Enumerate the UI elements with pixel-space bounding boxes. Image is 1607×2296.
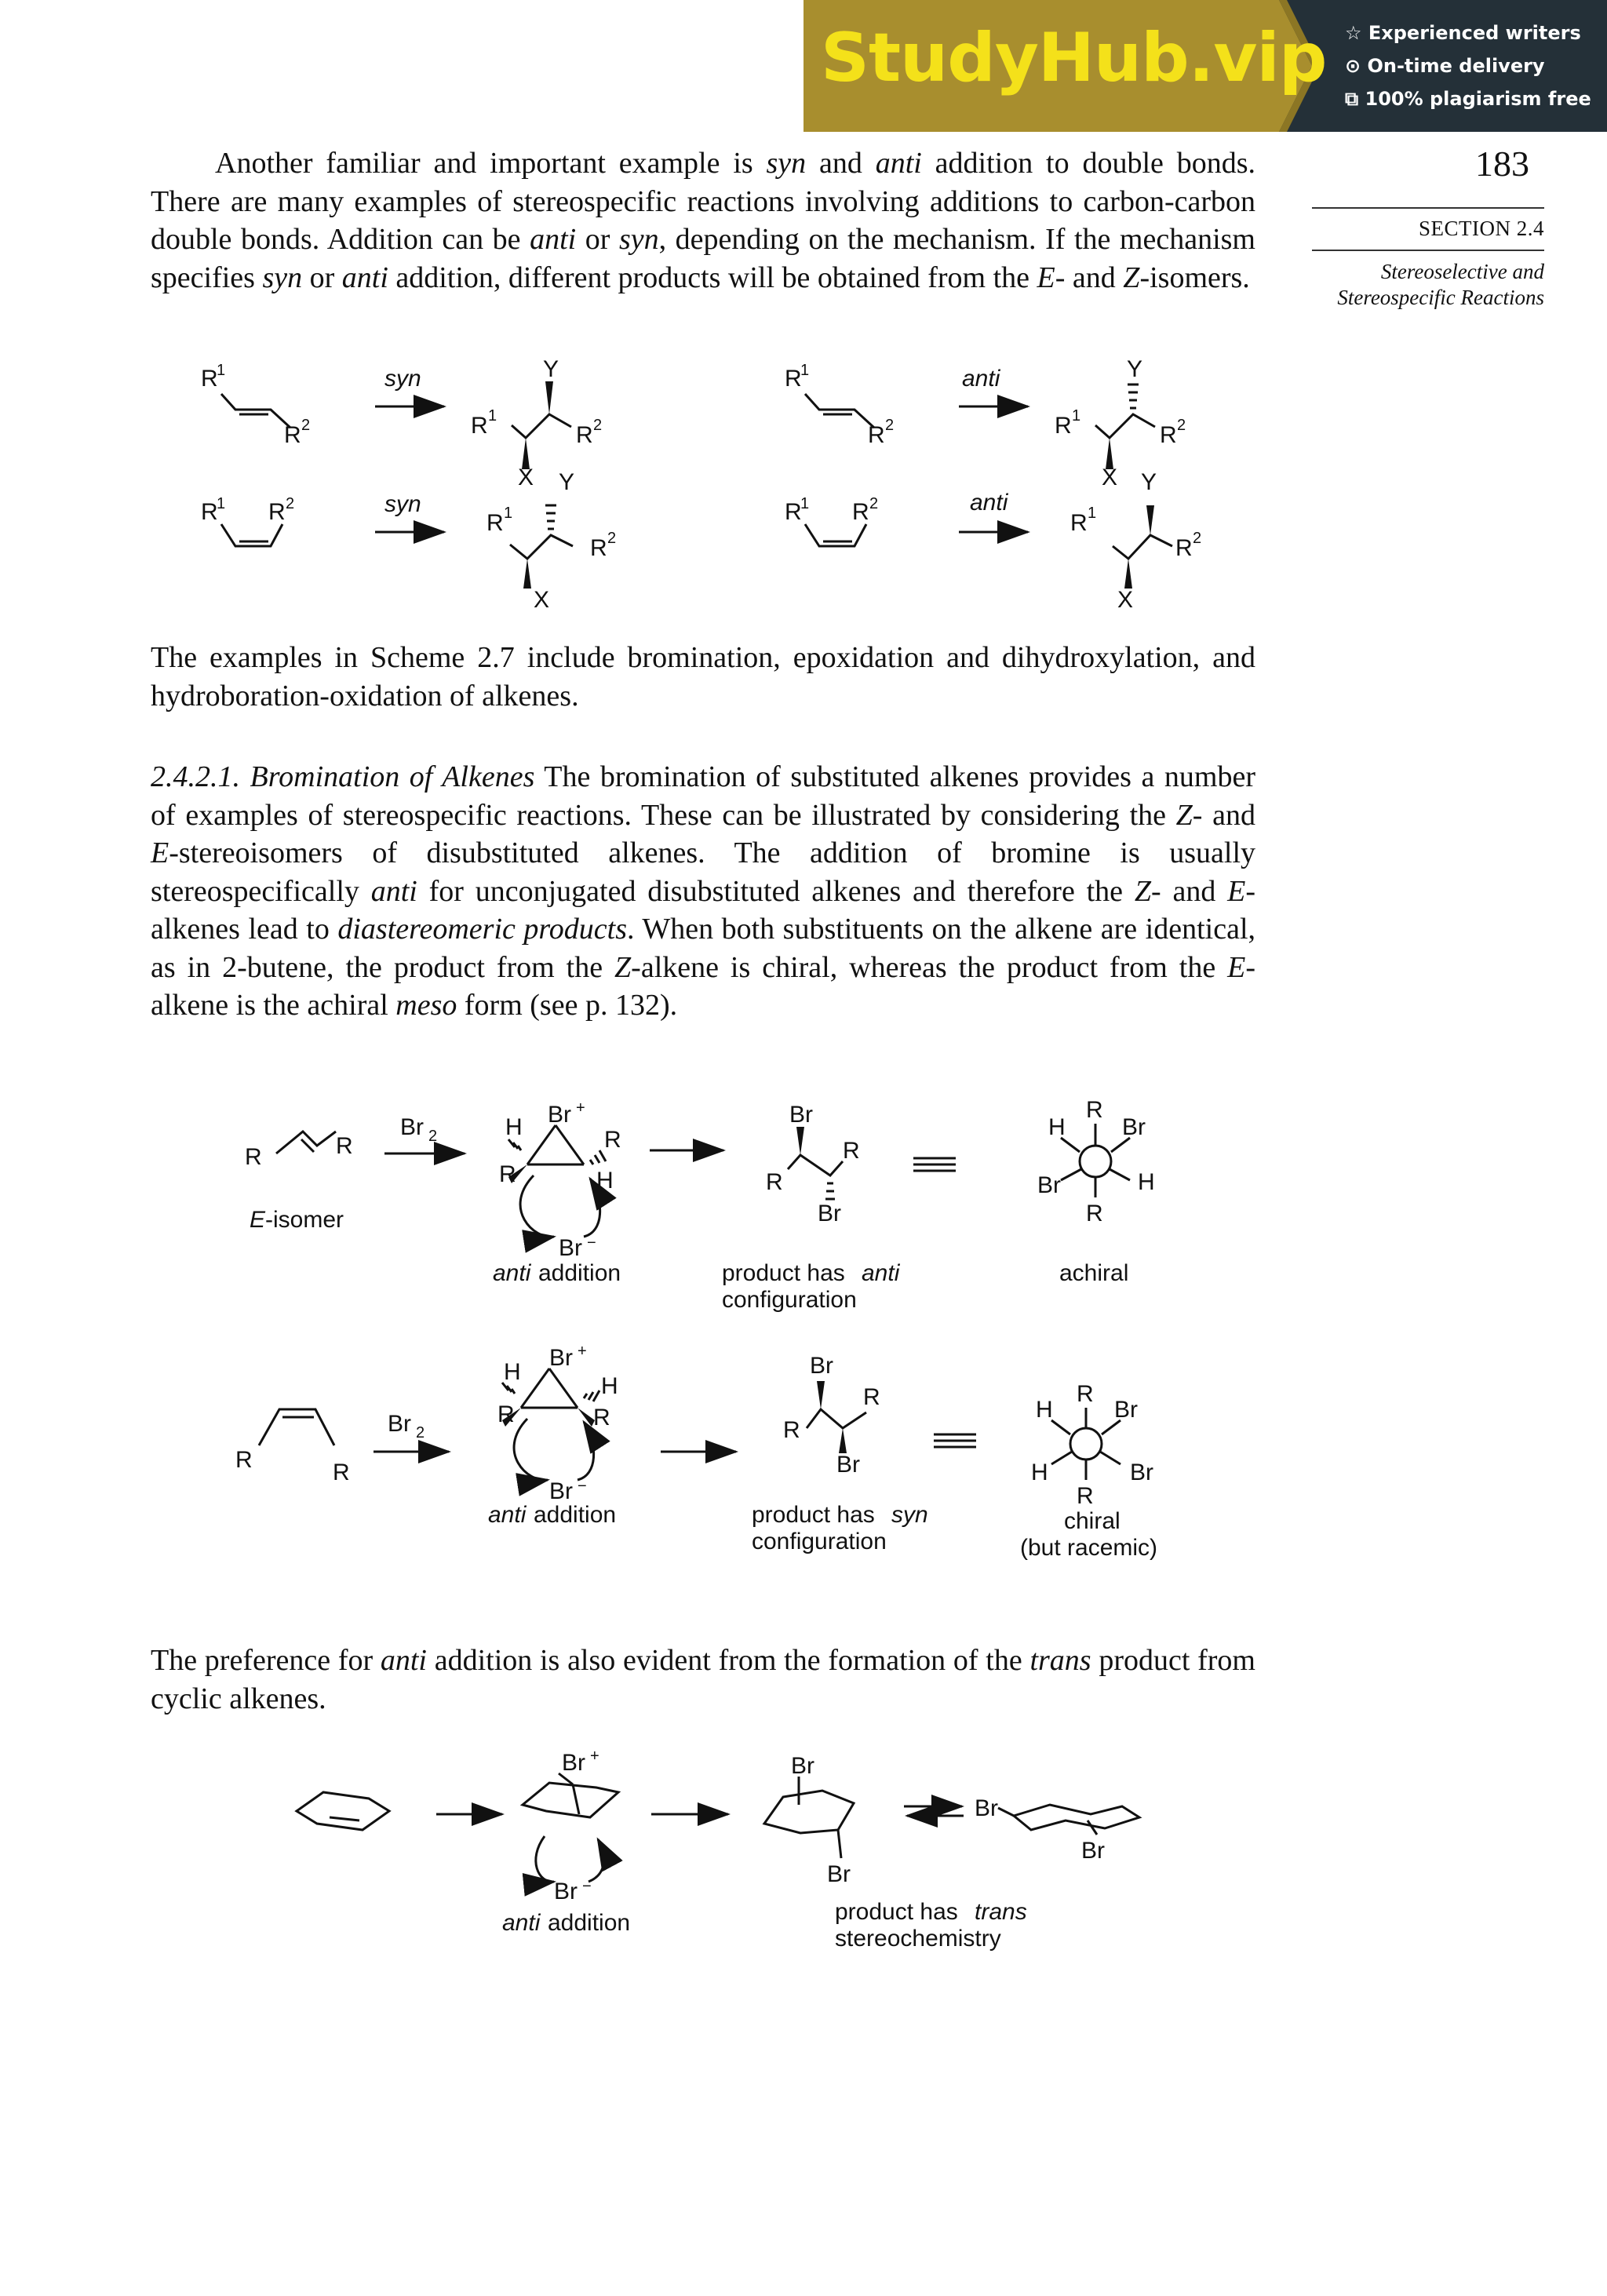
feature-writers: [1345, 22, 1581, 44]
feature-delivery: [1345, 55, 1545, 77]
svg-text:2: 2: [428, 1128, 438, 1145]
svg-text:syn: syn: [384, 491, 421, 517]
svg-text:R: R: [486, 510, 504, 536]
svg-text:H: H: [601, 1373, 618, 1399]
svg-text:Br: Br: [975, 1795, 998, 1821]
svg-text:Br: Br: [549, 1478, 573, 1504]
svg-text:2: 2: [1177, 417, 1186, 434]
svg-text:1: 1: [1088, 505, 1097, 522]
svg-text:R: R: [499, 1161, 516, 1187]
svg-text:anti: anti: [862, 1260, 900, 1286]
svg-text:R: R: [471, 413, 488, 439]
svg-text:R: R: [1077, 1483, 1094, 1509]
svg-text:Br: Br: [554, 1879, 578, 1904]
svg-text:H: H: [1138, 1169, 1155, 1195]
svg-text:E: E: [250, 1207, 266, 1233]
svg-text:addition: addition: [548, 1910, 631, 1936]
svg-text:R: R: [843, 1138, 860, 1164]
svg-text:X: X: [1117, 587, 1134, 612]
svg-text:anti: anti: [970, 490, 1008, 516]
svg-text:Br: Br: [818, 1201, 841, 1226]
svg-text:H: H: [1036, 1397, 1053, 1423]
svg-text:R: R: [268, 499, 286, 525]
svg-text:2: 2: [885, 417, 895, 434]
clock-icon: ⊙: [1345, 55, 1361, 77]
svg-text:Br: Br: [810, 1353, 833, 1379]
section-heading-bromination: 2.4.2.1. Bromination of Alkenes: [151, 760, 535, 793]
svg-text:product has: product has: [722, 1260, 845, 1286]
feature-plagiarism: [1345, 88, 1591, 110]
svg-text:R: R: [333, 1460, 350, 1485]
svg-text:Br: Br: [836, 1452, 860, 1478]
svg-text:Br: Br: [1081, 1838, 1105, 1864]
svg-text:R: R: [284, 422, 301, 448]
svg-text:(but racemic): (but racemic): [1020, 1535, 1158, 1561]
svg-text:2: 2: [607, 530, 617, 547]
sidebar-subtitle: [1303, 259, 1544, 311]
svg-text:R: R: [201, 499, 218, 525]
svg-text:Br: Br: [559, 1235, 582, 1261]
svg-text:configuration: configuration: [722, 1287, 857, 1313]
svg-text:R: R: [868, 422, 885, 448]
svg-text:Br: Br: [827, 1861, 851, 1887]
svg-text:Br: Br: [791, 1753, 814, 1779]
svg-text:addition: addition: [534, 1502, 617, 1528]
svg-text:R: R: [863, 1384, 880, 1410]
svg-text:H: H: [1048, 1114, 1066, 1140]
svg-text:R: R: [590, 535, 607, 561]
svg-text:anti: anti: [962, 366, 1000, 392]
svg-text:R: R: [336, 1133, 353, 1159]
svg-text:2: 2: [416, 1424, 425, 1441]
svg-text:Br: Br: [1037, 1172, 1061, 1198]
sidebar-rule-top: [1312, 207, 1544, 209]
scheme-cyclohexene-bromination: [0, 1742, 1607, 1977]
svg-text:trans: trans: [975, 1899, 1027, 1925]
svg-text:X: X: [518, 465, 534, 490]
page-number: 183: [1475, 144, 1529, 184]
svg-text:R: R: [852, 499, 869, 525]
svg-text:1: 1: [488, 407, 497, 425]
svg-text:2: 2: [286, 495, 295, 512]
svg-text:R: R: [1160, 422, 1177, 448]
svg-text:anti: anti: [502, 1910, 541, 1936]
svg-text:product has: product has: [752, 1502, 875, 1528]
svg-text:anti: anti: [493, 1260, 531, 1286]
svg-text:R: R: [1086, 1201, 1103, 1226]
feature-delivery-label: On-time delivery: [1367, 55, 1545, 77]
svg-text:R: R: [576, 422, 593, 448]
svg-text:R: R: [1077, 1381, 1094, 1407]
feature-plagiarism-label: 100% plagiarism free: [1365, 88, 1591, 110]
svg-text:R: R: [785, 499, 802, 525]
svg-text:+: +: [590, 1748, 599, 1765]
svg-text:R: R: [593, 1405, 610, 1430]
svg-text:Br: Br: [562, 1750, 585, 1776]
star-icon: ☆: [1345, 22, 1362, 44]
paragraph-syn-anti: Another familiar and important example is syn and anti addition to double bonds. There are many examples of stereospecific reactions involving additions to carbon-carbon double bonds. Addition can be anti or syn, depending on the mechanism. If the mechanism specifies syn or anti addition, different products will be obtained from the E- and Z-isomers.: [151, 147, 1255, 294]
svg-text:anti: anti: [488, 1502, 527, 1528]
svg-text:Y: Y: [1141, 469, 1157, 495]
svg-text:configuration: configuration: [752, 1529, 887, 1554]
svg-text:Br: Br: [1114, 1397, 1138, 1423]
svg-text:H: H: [504, 1359, 521, 1385]
sidebar-subtitle-line2: Stereospecific Reactions: [1337, 286, 1544, 309]
svg-text:product has: product has: [835, 1899, 958, 1925]
svg-text:Y: Y: [1127, 356, 1143, 382]
svg-text:Br: Br: [548, 1102, 571, 1128]
svg-text:R: R: [1175, 535, 1193, 561]
svg-text:H: H: [505, 1114, 523, 1140]
paragraph-bromination: 2.4.2.1. Bromination of Alkenes The bromination of substituted alkenes provides a number of examples of stereospecific reactions. These can be illustrated by considering the Z- and E-stereoisomers of disubstituted alkenes. The addition of bromine is usually stereospecifically anti for unconjugated disubstituted alkenes and therefore the Z- and E-alkenes lead to diastereomeric products. When both substituents on the alkene are identical, as in 2-butene, the product from the Z-alkene is chiral, whereas the product from the E-alkene is the achiral meso form (see p. 132).: [151, 760, 1256, 1022]
svg-text:addition: addition: [538, 1260, 621, 1286]
svg-text:Br: Br: [400, 1114, 424, 1140]
svg-text:1: 1: [217, 362, 226, 379]
svg-text:H: H: [596, 1168, 614, 1194]
svg-text:1: 1: [217, 495, 226, 512]
svg-text:−: −: [582, 1878, 592, 1895]
svg-text:+: +: [576, 1099, 585, 1117]
svg-text:1: 1: [800, 362, 810, 379]
svg-text:Br: Br: [388, 1411, 411, 1437]
svg-text:X: X: [534, 587, 550, 612]
e-alkene-r-left: R: [245, 1144, 262, 1170]
scheme-syn-anti-addition: [0, 345, 1607, 612]
paragraph-cyclic-alkenes: The preference for anti addition is also evident from the formation of the trans product from cyclic alkenes.: [151, 1644, 1255, 1715]
svg-text:R: R: [785, 366, 802, 392]
svg-text:R: R: [766, 1169, 783, 1195]
sidebar-section: SECTION 2.4: [1419, 217, 1544, 240]
svg-text:Br: Br: [549, 1345, 573, 1371]
svg-text:Y: Y: [543, 356, 559, 382]
svg-text:syn: syn: [384, 366, 421, 392]
svg-text:2: 2: [593, 417, 603, 434]
svg-text:syn: syn: [891, 1502, 928, 1528]
svg-text:chiral: chiral: [1064, 1508, 1121, 1534]
svg-text:Br: Br: [1122, 1114, 1146, 1140]
svg-text:R: R: [235, 1447, 253, 1473]
sidebar-rule-bottom: [1312, 250, 1544, 251]
svg-text:2: 2: [1193, 530, 1202, 547]
svg-text:R: R: [497, 1401, 515, 1427]
svg-text:1: 1: [1072, 407, 1081, 425]
svg-text:1: 1: [800, 495, 810, 512]
feature-writers-label: Experienced writers: [1368, 22, 1581, 44]
svg-text:H: H: [1031, 1460, 1048, 1485]
scheme-bromination: [0, 1083, 1607, 1585]
svg-text:2: 2: [869, 495, 879, 512]
paragraph-scheme-reference: The examples in Scheme 2.7 include bromination, epoxidation and dihydroxylation, and hydroboration-oxidation of alkenes.: [151, 641, 1255, 712]
svg-text:Y: Y: [559, 469, 575, 495]
brand-logo-text: StudyHub.vip: [821, 19, 1327, 97]
svg-text:X: X: [1102, 465, 1118, 490]
ad-banner[interactable]: [804, 0, 1607, 132]
svg-text:achiral: achiral: [1059, 1260, 1129, 1286]
svg-text:R: R: [1070, 510, 1088, 536]
sidebar-subtitle-line1: Stereoselective and: [1380, 260, 1544, 283]
svg-text:R: R: [201, 366, 218, 392]
svg-text:R: R: [1086, 1097, 1103, 1123]
svg-text:Br: Br: [1130, 1460, 1153, 1485]
svg-text:Br: Br: [789, 1102, 813, 1128]
copy-icon: ⧉: [1345, 88, 1359, 110]
svg-text:R: R: [604, 1127, 621, 1153]
svg-text:R: R: [1055, 413, 1072, 439]
svg-text:stereochemistry: stereochemistry: [835, 1926, 1001, 1952]
svg-text:2: 2: [301, 417, 311, 434]
svg-text:+: +: [578, 1343, 587, 1360]
svg-text:1: 1: [504, 505, 513, 522]
svg-text:−: −: [587, 1234, 596, 1252]
svg-text:-isomer: -isomer: [265, 1207, 344, 1233]
svg-text:−: −: [578, 1478, 587, 1495]
svg-text:R: R: [783, 1417, 800, 1443]
